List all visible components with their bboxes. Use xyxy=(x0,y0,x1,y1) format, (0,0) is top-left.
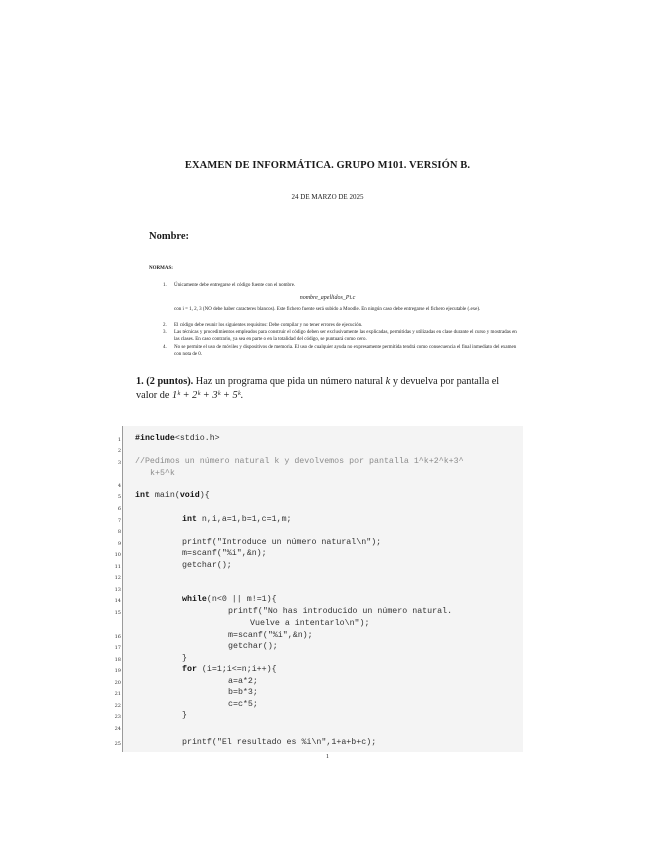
code-line: printf("Introduce un número natural\n"); xyxy=(182,538,382,547)
rule-item xyxy=(163,344,520,358)
line-number: 18 xyxy=(114,657,121,663)
line-number: 4 xyxy=(117,483,121,489)
code-text: n,i,a=1,b=1,c=1,m; xyxy=(196,515,292,524)
code-keyword: while xyxy=(182,595,207,604)
code-line: Vuelve a intentarlo\n"); xyxy=(250,619,370,628)
exam-date: 24 DE MARZO DE 2025 xyxy=(291,193,364,201)
name-label: Nombre: xyxy=(149,231,190,242)
rules-heading: NORMAS: xyxy=(149,266,173,271)
line-number: 24 xyxy=(114,726,121,732)
line-number: 21 xyxy=(114,691,121,697)
filename-pattern: nombre_apellidos_Pi.c xyxy=(299,295,356,301)
line-number: 11 xyxy=(114,564,121,570)
line-number: 9 xyxy=(117,541,121,547)
code-line: a=a*2; xyxy=(228,677,258,686)
code-line: printf("El resultado es %i\n",1+a+b+c); xyxy=(182,738,377,747)
code-comment: k+5^k xyxy=(150,469,175,478)
code-line: m=scanf("%i",&n); xyxy=(228,631,313,640)
line-number: 13 xyxy=(114,587,121,593)
code-keyword: for xyxy=(182,665,197,674)
code-text: (i=1;i<=n;i++){ xyxy=(196,665,277,674)
line-number: 12 xyxy=(114,575,121,581)
rule-text: Únicamente debe entregarse el código fuente con el nombre. xyxy=(174,283,296,288)
rule-number: 3. xyxy=(163,330,167,335)
rule-number: 1. xyxy=(163,283,167,288)
code-keyword: #include xyxy=(135,434,175,443)
rule-number: 2. xyxy=(163,323,167,328)
page-number: 1 xyxy=(326,754,329,760)
line-number: 8 xyxy=(117,529,121,535)
question-formula: 1ᵏ + 2ᵏ + 3ᵏ + 5ᵏ xyxy=(172,390,241,401)
question-text: y devuelva por pantalla el valor de xyxy=(136,376,500,401)
rule-item xyxy=(163,322,520,329)
line-number: 6 xyxy=(117,506,121,512)
rule-number: 4. xyxy=(163,345,167,350)
line-number: 2 xyxy=(117,448,121,454)
code-keyword: int xyxy=(182,515,197,524)
question-label: 1. (2 puntos). xyxy=(136,376,194,387)
rule-text: No se permite el uso de móviles y dispositivos de memoria. El uso de cualquier ayuda no expresamente permitida tendrá como consecuencia el final inmediato del examen con nota de 0. xyxy=(174,345,517,357)
question-1 xyxy=(136,375,522,403)
code-text: ){ xyxy=(199,491,210,500)
code-line: } xyxy=(182,654,187,663)
rule-text-continued: con i = 1, 2, 3 (NO debe haber caracteres blancos). Este fichero fuente será subido a Moodle. En ningún caso debe entregarse el fichero ejecutable (.exe). xyxy=(174,307,481,312)
code-line xyxy=(135,434,220,443)
code-line: printf("No has introducido un número natural. xyxy=(228,607,453,616)
code-gutter-divider xyxy=(122,426,123,752)
rule-item xyxy=(163,329,520,343)
code-line xyxy=(135,491,210,500)
code-line: m=scanf("%i",&n); xyxy=(182,549,267,558)
code-line xyxy=(182,665,277,674)
line-number: 15 xyxy=(114,610,121,616)
line-number: 20 xyxy=(114,680,121,686)
code-line: getchar(); xyxy=(228,642,278,651)
line-number: 7 xyxy=(117,518,121,524)
code-line xyxy=(182,515,292,524)
code-keyword: int xyxy=(135,491,150,500)
line-number: 14 xyxy=(114,598,121,604)
line-number: 25 xyxy=(114,741,121,747)
code-keyword: void xyxy=(179,491,200,500)
rule-text: Las técnicas y procedimientos empleados para construir el código deben ser exclusivamente las explicadas, permitidas y utilizadas en clase durante el curso y mostradas en las clases. En caso contrario, ya sea en parte o en la totalidad del código, se puntuará como cero. xyxy=(174,330,517,342)
line-number: 10 xyxy=(114,552,121,558)
code-line: b=b*3; xyxy=(228,688,258,697)
rule-text: El código debe reunir los siguientes requisitos: Debe compilar y no tener errores de ejecución. xyxy=(174,323,363,328)
code-text: (n<0 || m!=1){ xyxy=(206,595,277,604)
code-line xyxy=(182,595,277,604)
line-number: 3 xyxy=(117,460,121,466)
rule-item xyxy=(163,282,520,289)
question-text: Haz un programa que pida un número natural xyxy=(195,376,384,387)
question-period: . xyxy=(240,390,244,401)
code-listing xyxy=(122,426,523,752)
line-number: 17 xyxy=(114,645,121,651)
line-number: 23 xyxy=(114,714,121,720)
line-number: 5 xyxy=(117,494,121,500)
code-line: getchar(); xyxy=(182,561,232,570)
line-number: 1 xyxy=(117,437,121,443)
code-line: c=c*5; xyxy=(228,700,258,709)
line-number: 16 xyxy=(114,634,121,640)
exam-title: EXAMEN DE INFORMÁTICA. GRUPO M101. VERSIÓN B. xyxy=(184,160,471,171)
code-line: } xyxy=(182,711,187,720)
code-text: main( xyxy=(149,491,180,500)
code-text: <stdio.h> xyxy=(174,434,220,443)
code-comment: //Pedimos un número natural k y devolvemos por pantalla 1^k+2^k+3^ xyxy=(135,457,464,466)
question-variable: k xyxy=(385,376,391,387)
line-number: 19 xyxy=(114,668,121,674)
line-number: 22 xyxy=(114,703,121,709)
